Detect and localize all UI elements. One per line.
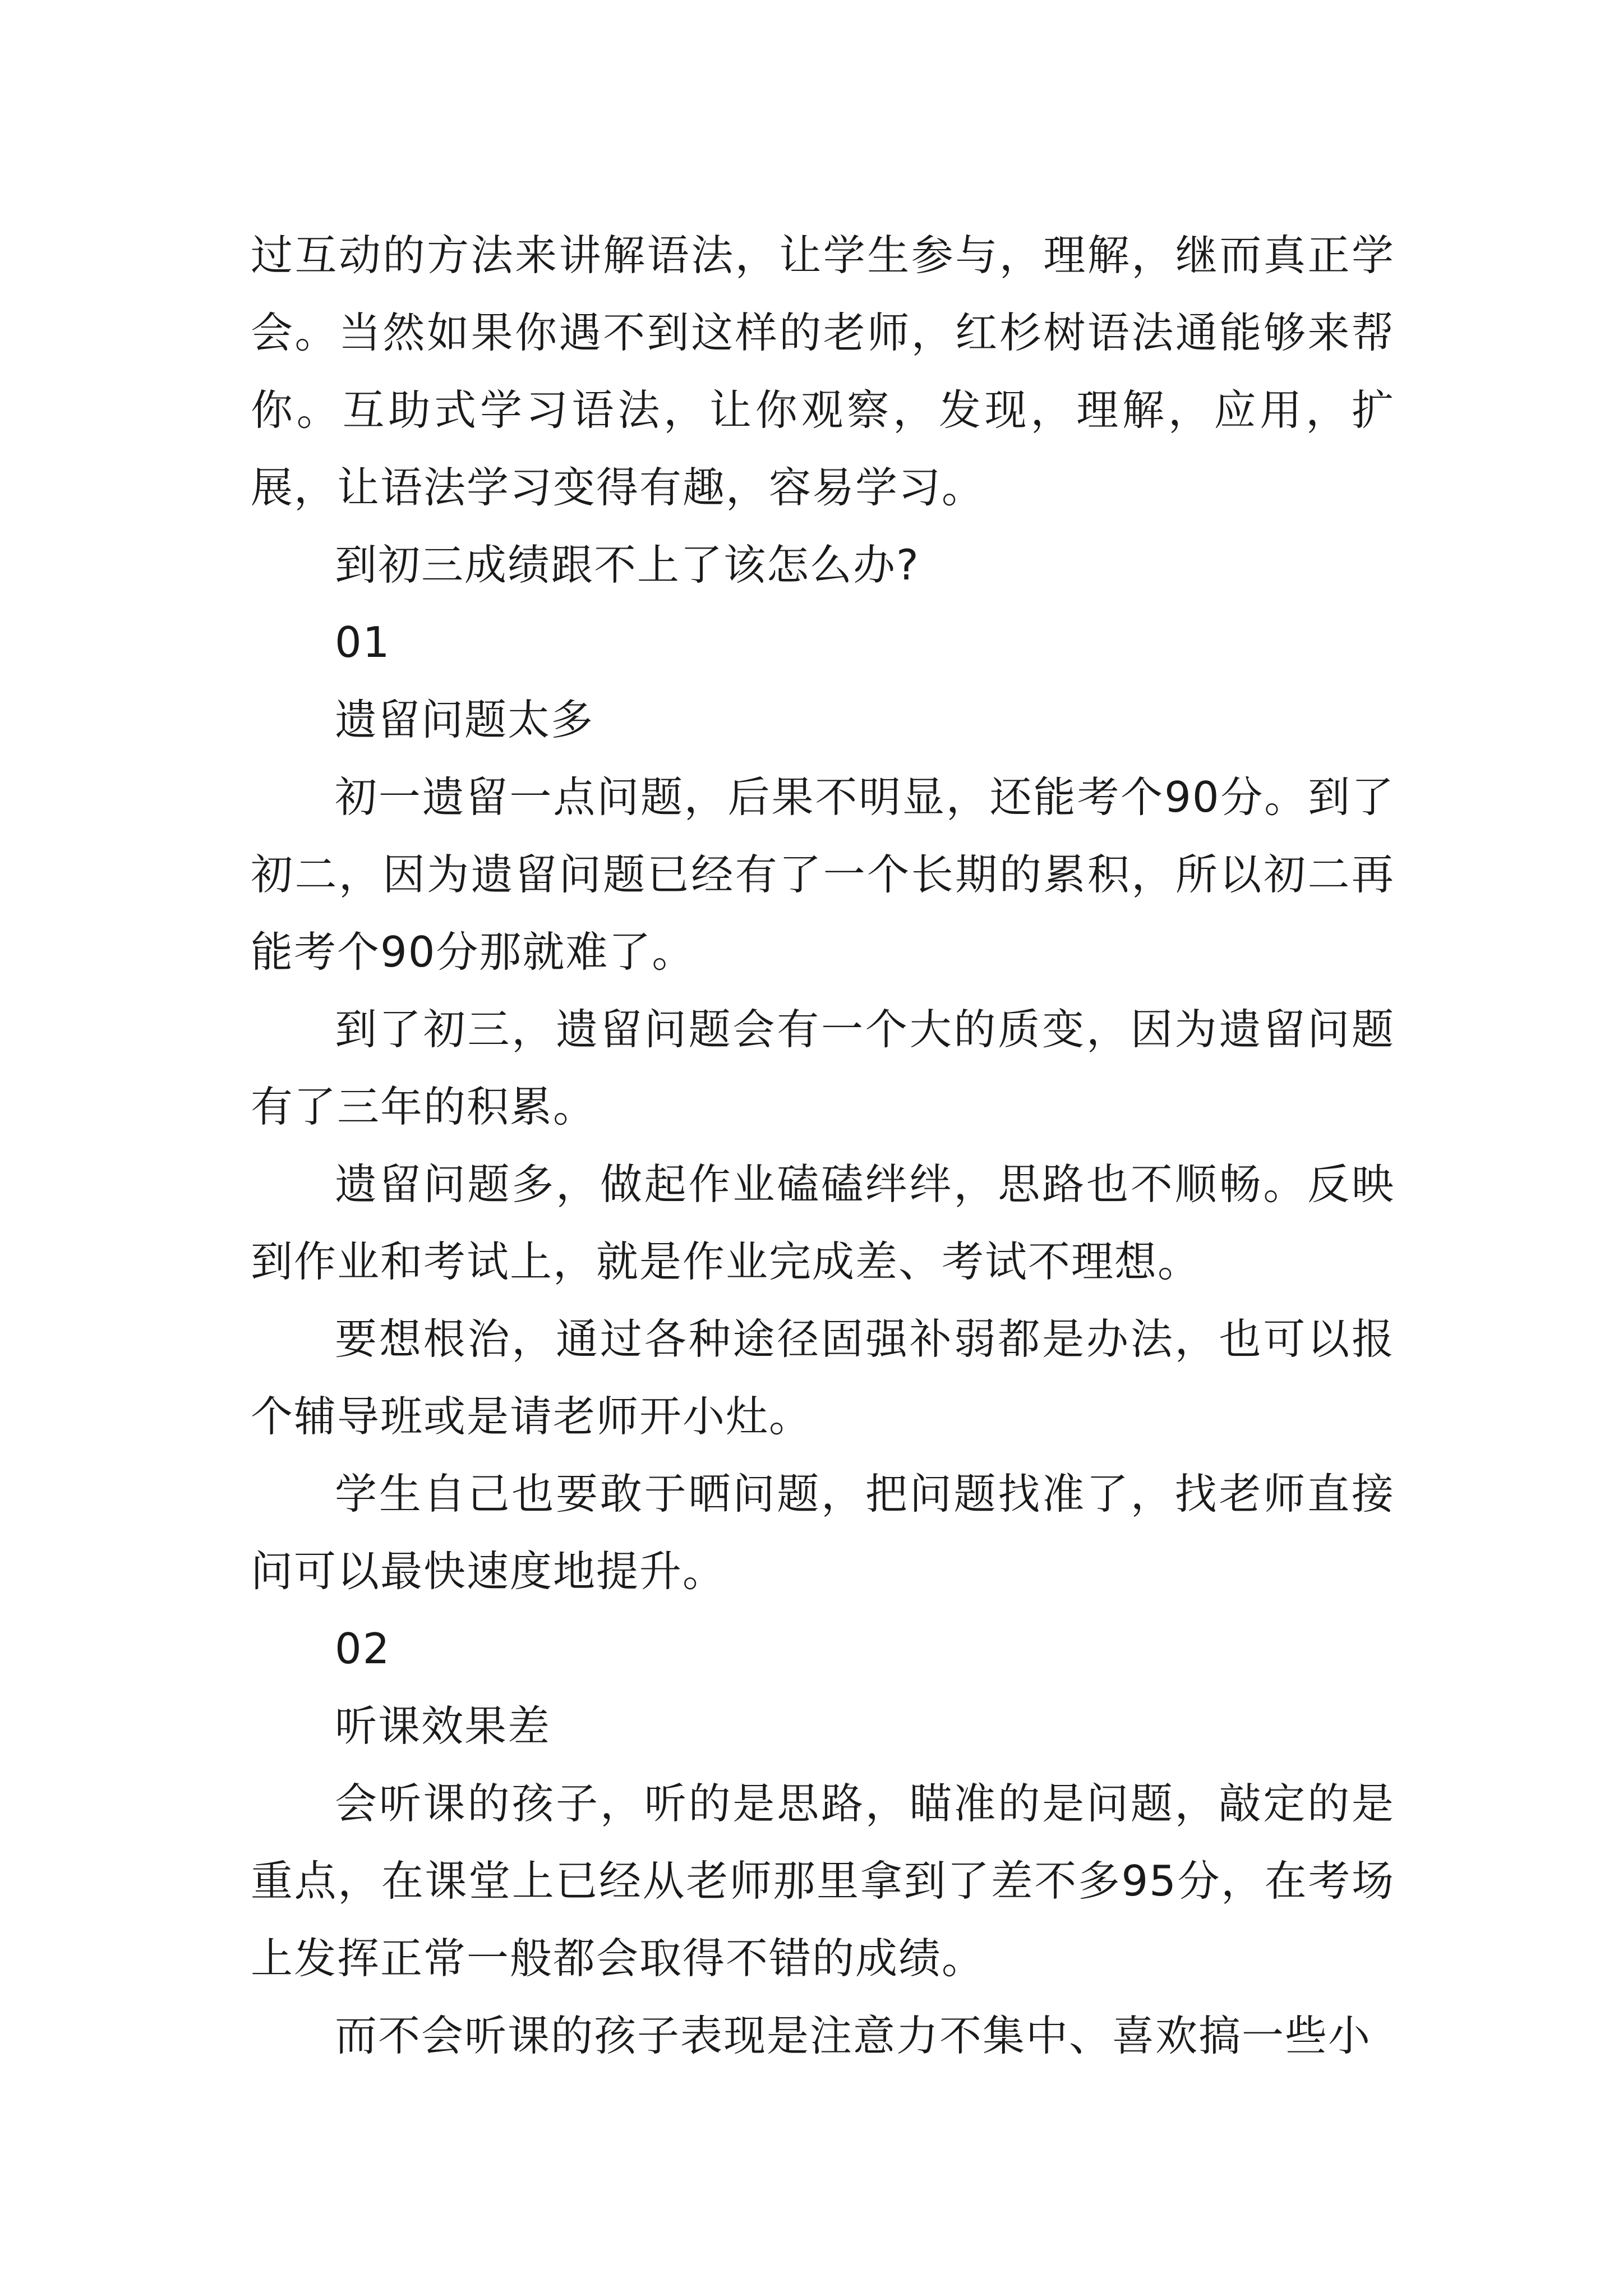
section-number-02: 02 (335, 1624, 391, 1673)
paragraph: 而不会听课的孩子表现是注意力不集中、喜欢搞一些小 (335, 2011, 1372, 2060)
paragraph: 会听课的孩子，听的是思路，瞄准的是问题，敲定的是重点，在课堂上已经从老师那里拿到了差不多95分，在考场上发挥正常一般都会取得不错的成绩。 (251, 1779, 1395, 1983)
question-heading: 到初三成绩跟不上了该怎么办? (335, 540, 920, 590)
paragraph: 要想根治，通过各种途径固强补弱都是办法，也可以报个辅导班或是请老师开小灶。 (251, 1314, 1395, 1441)
document-body (251, 217, 1395, 2074)
section-number-01: 01 (335, 618, 391, 667)
paragraph: 到了初三，遗留问题会有一个大的质变，因为遗留问题有了三年的积累。 (251, 1005, 1395, 1131)
paragraph: 遗留问题多，做起作业磕磕绊绊，思路也不顺畅。反映到作业和考试上，就是作业完成差、考试不理想。 (251, 1159, 1395, 1286)
paragraph-continuation: 过互动的方法来讲解语法，让学生参与，理解，继而真正学会。当然如果你遇不到这样的老师，红杉树语法通能够来帮你。互助式学习语法，让你观察，发现，理解，应用，扩展，让语法学习变得有趣，容易学习。 (251, 231, 1395, 512)
paragraph: 初一遗留一点问题，后果不明显，还能考个90分。到了初二，因为遗留问题已经有了一个长期的累积，所以初二再能考个90分那就难了。 (251, 772, 1395, 977)
paragraph: 学生自己也要敢于晒问题，把问题找准了，找老师直接问可以最快速度地提升。 (251, 1469, 1395, 1596)
section-title-poor-listening: 听课效果差 (335, 1701, 551, 1751)
section-title-leftover-problems: 遗留问题太多 (335, 695, 594, 744)
